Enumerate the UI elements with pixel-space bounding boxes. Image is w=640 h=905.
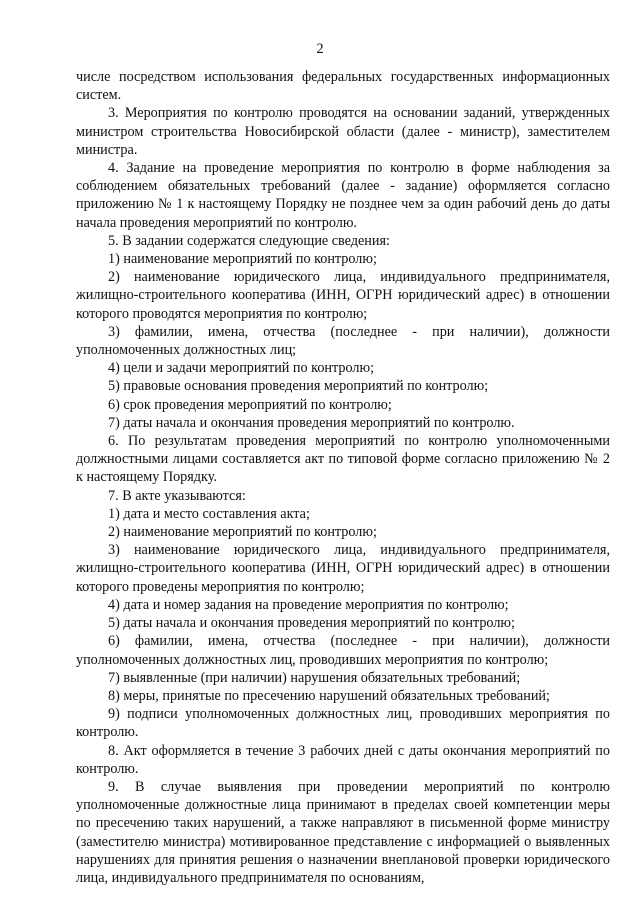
paragraph-clause-8: 8. Акт оформляется в течение 3 рабочих дней с даты окончания мероприятий по контролю. xyxy=(76,742,610,777)
paragraph-clause-6: 6. По результатам проведения мероприятий по контролю уполномоченными должностными лицами составляется акт по типовой форме согласно приложению № 2 к настоящему Порядку. xyxy=(76,433,610,486)
list-item: 1) дата и место составления акта; xyxy=(108,505,310,522)
list-item: 6) фамилии, имена, отчества (последнее - при наличии), должности уполномоченных должностных лиц, проводивших мероприятия по контролю; xyxy=(76,633,610,668)
document-body xyxy=(76,68,610,887)
list-item: 8) меры, принятые по пресечению нарушений обязательных требований; xyxy=(108,687,550,704)
list-item: 2) наименование юридического лица, индивидуального предпринимателя, жилищно-строительного кооператива (ИНН, ОГРН юридический адрес) в отношении которого проводятся мероприятия по контролю; xyxy=(76,269,610,322)
list-item: 5) даты начала и окончания проведения мероприятий по контролю; xyxy=(108,615,515,632)
paragraph-clause-5: 5. В задании содержатся следующие сведения: xyxy=(108,232,390,249)
list-item: 7) выявленные (при наличии) нарушения обязательных требований; xyxy=(108,669,521,686)
list-item: 4) дата и номер задания на проведение мероприятия по контролю; xyxy=(108,596,509,613)
paragraph-clause-3: 3. Мероприятия по контролю проводятся на основании заданий, утвержденных министром строительства Новосибирской области (далее - министр), заместителем министра. xyxy=(76,105,610,158)
list-item: 3) фамилии, имена, отчества (последнее - при наличии), должности уполномоченных должностных лиц; xyxy=(76,323,610,359)
list-item: 5) правовые основания проведения мероприятий по контролю; xyxy=(108,378,489,395)
paragraph-clause-9: 9. В случае выявления при проведении мероприятий по контролю уполномоченные должностные лица принимают в пределах своей компетенции меры по пресечению таких нарушений, а также направляют в письменной форме министру (заместителю министра) мотивированное представление с информацией о выявленных нарушениях для принятия решения о назначении внеплановой проверки юридического лица, индивидуального предпринимателя по основаниям, xyxy=(76,778,610,886)
list-item: 9) подписи уполномоченных должностных лиц, проводивших мероприятия по контролю. xyxy=(76,706,610,741)
list-item: 2) наименование мероприятий по контролю; xyxy=(108,524,377,541)
page-number: 2 xyxy=(316,41,324,57)
paragraph-continuation: числе посредством использования федеральных государственных информационных систем. xyxy=(76,69,610,104)
paragraph-clause-7: 7. В акте указываются: xyxy=(108,487,246,504)
list-item: 3) наименование юридического лица, индивидуального предпринимателя, жилищно-строительного кооператива (ИНН, ОГРН юридический адрес) в отношении которого проведены мероприятия по контролю; xyxy=(76,542,610,595)
list-item: 4) цели и задачи мероприятий по контролю; xyxy=(108,360,375,377)
list-item: 7) даты начала и окончания проведения мероприятий по контролю. xyxy=(108,414,515,431)
list-item: 1) наименование мероприятий по контролю; xyxy=(108,251,377,268)
list-item: 6) срок проведения мероприятий по контролю; xyxy=(108,396,392,413)
paragraph-clause-4: 4. Задание на проведение мероприятия по контролю в форме наблюдения за соблюдением обязательных требований (далее - задание) оформляется согласно приложению № 1 к настоящему Порядку не позднее чем за один рабочий день до даты начала проведения мероприятий по контролю. xyxy=(76,160,610,231)
